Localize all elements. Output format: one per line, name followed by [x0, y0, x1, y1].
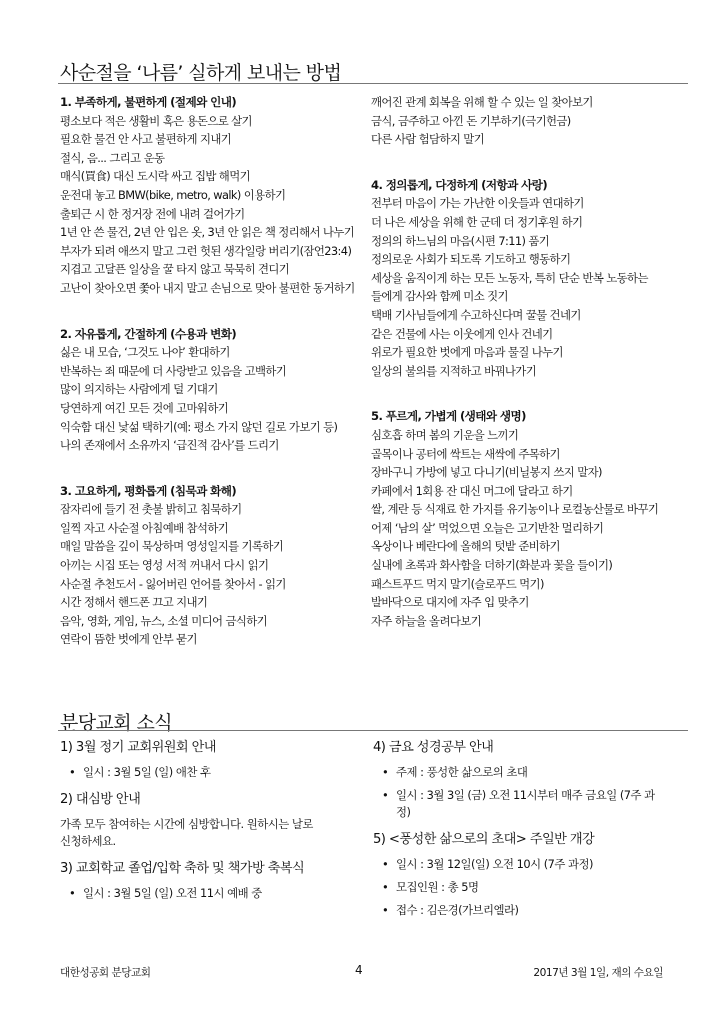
list-item: 절식, 음... 그리고 운동: [60, 150, 165, 165]
list-item: 옥상이나 베란다에 올해의 텃밭 준비하기: [371, 539, 560, 554]
section-title-lent: 사순절을 ‘나름’ 실하게 보내는 방법: [60, 62, 342, 84]
list-item: 평소보다 적은 생활비 혹은 용돈으로 살기: [60, 113, 252, 128]
news-bullet: • 접수 : 김은경(가브리엘라): [396, 902, 683, 919]
news-heading: 2) 대심방 안내: [60, 792, 141, 807]
news-item-3: [60, 859, 370, 902]
news-heading: 1) 3월 정기 교회위원회 안내: [60, 740, 216, 755]
page-number: 4: [355, 963, 363, 977]
list-item: 자주 하늘을 올려다보기: [371, 613, 482, 628]
list-item: 일상의 불의를 지적하고 바꿔나가기: [371, 363, 537, 378]
group-1: [60, 93, 375, 298]
list-item: 패스트푸드 먹지 말기(슬로푸드 먹기): [371, 576, 544, 591]
list-item: 카페에서 1회용 잔 대신 머그에 달라고 하기: [371, 483, 573, 498]
list-item: 필요한 물건 안 사고 불편하게 지내기: [60, 132, 232, 147]
list-item: 싫은 내 모습, ‘그것도 나야’ 환대하기: [60, 345, 230, 360]
footer-date: 2017년 3월 1일, 재의 수요일: [533, 967, 663, 979]
list-item: 쌀, 계란 등 식재료 한 가지를 유기농이나 로컬농산물로 바꾸기: [371, 502, 659, 517]
news-bullet: • 일시 : 3월 12일(일) 오전 10시 (7주 과정): [396, 856, 683, 873]
lent-left-column: [60, 93, 375, 676]
list-item: 나의 존재에서 소유까지 ‘급진적 감사’를 드리기: [60, 438, 279, 453]
list-item: 잠자리에 들기 전 촛불 밝히고 침묵하기: [60, 502, 242, 517]
news-bullet: • 주제 : 풍성한 삶으로의 초대: [396, 764, 683, 781]
list-item: 들에게 감사와 함께 미소 짓기: [371, 289, 508, 304]
list-item: 익숙함 대신 낯섦 택하기(예: 평소 가지 않던 길로 가보기 등): [60, 419, 338, 434]
group-heading: 2. 자유롭게, 간절하게 (수용과 변화): [60, 326, 237, 341]
news-bullet: • 모집인원 : 총 5명: [396, 879, 683, 896]
list-item: 어제 ‘남의 살’ 먹었으면 오늘은 고기반찬 멀리하기: [371, 520, 604, 535]
list-item: 정의의 하느님의 마음(시편 7:11) 품기: [371, 233, 550, 248]
group-5: [371, 407, 691, 630]
news-text: 신청하세요.: [60, 834, 116, 848]
list-item: 매식(買食) 대신 도시락 싸고 집밥 해먹기: [60, 169, 251, 184]
section-divider: [58, 83, 688, 84]
lent-right-column: [371, 93, 691, 657]
group-heading: 1. 부족하게, 불편하게 (절제와 인내): [60, 95, 237, 109]
news-item-2: [60, 790, 370, 850]
group-3-continued: [371, 93, 691, 149]
news-item-4: [373, 738, 683, 821]
news-text: 가족 모두 참여하는 시간에 심방합니다. 원하시는 날로: [60, 817, 313, 831]
list-item: 장바구니 가방에 넣고 다니기(비닐봉지 쓰지 말자): [371, 465, 602, 480]
news-bullet: • 일시 : 3월 3일 (금) 오전 11시부터 매주 금요일 (7주 과정): [396, 787, 666, 821]
news-right-column: [373, 738, 683, 928]
list-item: 연락이 뜸한 벗에게 안부 묻기: [60, 632, 197, 647]
section-divider: [58, 730, 688, 731]
list-item: 금식, 금주하고 아낀 돈 기부하기(극기헌금): [371, 113, 571, 128]
news-item-5: [373, 830, 683, 919]
list-item: 반복하는 죄 때문에 더 사랑받고 있음을 고백하기: [60, 363, 287, 378]
news-bullet: • 일시 : 3월 5일 (일) 애찬 후: [83, 764, 370, 781]
list-item: 고난이 찾아오면 쫓아 내지 말고 손님으로 맞아 불편한 동거하기: [60, 280, 355, 295]
news-heading: 5) <풍성한 삶으로의 초대> 주일반 개강: [373, 832, 595, 847]
list-item: 더 나은 세상을 위해 한 군데 더 정기후원 하기: [371, 214, 583, 229]
section-title-news: 분당교회 소식: [60, 712, 172, 734]
footer-church-name: 대한성공회 분당교회: [60, 967, 151, 979]
list-item: 다른 사람 험담하지 말기: [371, 132, 485, 147]
news-item-1: [60, 738, 370, 781]
list-item: 부자가 되려 애쓰지 말고 그런 헛된 생각일랑 버리기(잠언23:4): [60, 243, 352, 258]
list-item: 사순절 추천도서 - 잃어버린 언어를 찾아서 - 읽기: [60, 576, 286, 591]
list-item: 음악, 영화, 게임, 뉴스, 소셜 미디어 금식하기: [60, 613, 268, 628]
group-heading: 4. 정의롭게, 다정하게 (저항과 사랑): [371, 177, 548, 192]
group-4: [371, 176, 691, 381]
group-heading: 3. 고요하게, 평화롭게 (침묵과 화해): [60, 483, 237, 498]
list-item: 시간 정해서 핸드폰 끄고 지내기: [60, 595, 208, 610]
list-item: 골목이나 공터에 싹트는 새싹에 주목하기: [371, 446, 560, 461]
list-item: 심호흡 하며 봄의 기운을 느끼기: [371, 427, 519, 442]
list-item: 지겹고 고달픈 일상을 꿀 타지 않고 묵묵히 견디기: [60, 262, 290, 277]
group-3: [60, 482, 375, 649]
list-item: 실내에 초록과 화사함을 더하기(화분과 꽃을 들이기): [371, 558, 613, 573]
list-item: 전부터 마음이 가는 가난한 이웃들과 연대하기: [371, 196, 584, 211]
list-item: 많이 의지하는 사람에게 덜 기대기: [60, 382, 218, 397]
list-item: 발바닥으로 대지에 자주 입 맞추기: [371, 595, 529, 610]
list-item: 위로가 필요한 벗에게 마음과 물질 나누기: [371, 345, 563, 360]
list-item: 일찍 자고 사순절 아침예배 참석하기: [60, 520, 229, 535]
list-item: 1년 안 쓴 물건, 2년 안 입은 옷, 3년 안 읽은 책 정리해서 나누기: [60, 225, 355, 240]
group-2: [60, 325, 375, 455]
list-item: 깨어진 관계 회복을 위해 할 수 있는 일 찾아보기: [371, 95, 593, 109]
list-item: 정의로운 사회가 되도록 기도하고 행동하기: [371, 252, 571, 267]
news-left-column: [60, 738, 370, 911]
list-item: 택배 기사님들에게 수고하신다며 꿀물 건네기: [371, 307, 581, 322]
list-item: 운전대 놓고 BMW(bike, metro, walk) 이용하기: [60, 187, 286, 202]
list-item: 아끼는 시집 또는 영성 서적 꺼내서 다시 읽기: [60, 558, 269, 573]
list-item: 매일 말씀을 깊이 묵상하며 영성일지를 기록하기: [60, 539, 284, 554]
group-heading: 5. 푸르게, 가볍게 (생태와 생명): [371, 409, 526, 424]
news-heading: 3) 교회학교 졸업/입학 축하 및 책가방 축복식: [60, 861, 305, 876]
list-item: 같은 건물에 사는 이웃에게 인사 건네기: [371, 326, 553, 341]
list-item: 세상을 움직이게 하는 모든 노동자, 특히 단순 반복 노동하는: [371, 270, 648, 285]
news-bullet: • 일시 : 3월 5일 (일) 오전 11시 예배 중: [83, 885, 370, 902]
list-item: 출퇴근 시 한 정거장 전에 내려 걸어가기: [60, 206, 245, 221]
list-item: 당연하게 여긴 모든 것에 고마워하기: [60, 400, 229, 415]
news-heading: 4) 금요 성경공부 안내: [373, 740, 494, 755]
